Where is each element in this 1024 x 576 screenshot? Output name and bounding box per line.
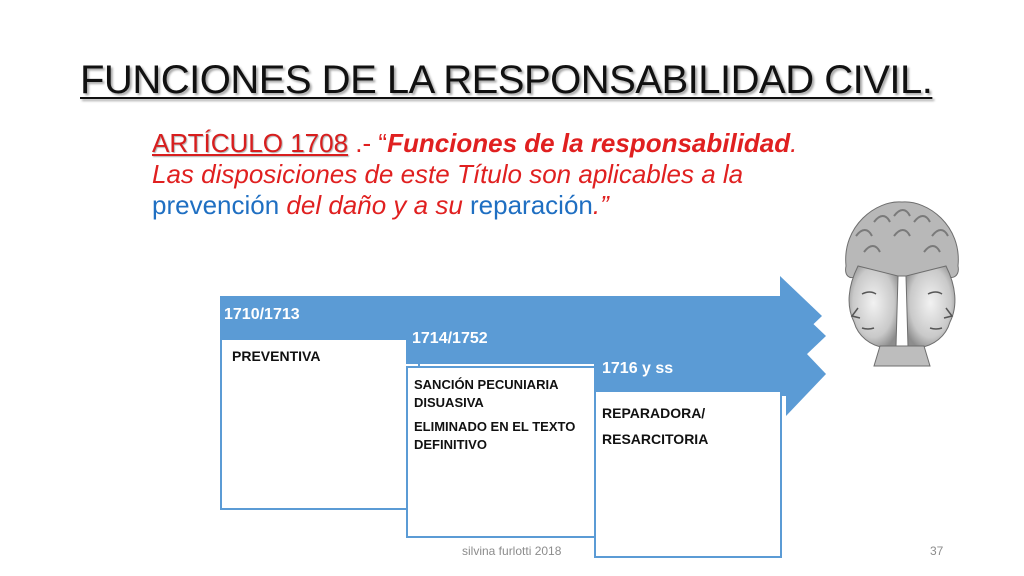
- word-reparacion: reparación: [470, 190, 593, 220]
- step-1-period: 1710/1713: [224, 306, 300, 323]
- step-2-line-3: ELIMINADO EN EL TEXTO: [414, 419, 576, 434]
- step-2-line-2: DISUASIVA: [414, 395, 484, 410]
- article-separator: .- “: [348, 128, 388, 158]
- step-2-box: [406, 366, 602, 538]
- step-1-line-1: PREVENTIVA: [232, 348, 321, 364]
- step-2-period: 1714/1752: [412, 330, 488, 347]
- janus-head-icon: [836, 196, 968, 372]
- step-3-line-2: RESARCITORIA: [602, 431, 709, 447]
- article-line-3-mid: del daño y a su: [279, 190, 471, 220]
- article-line-2: Las disposiciones de este Título son aplicables a la: [152, 159, 744, 189]
- step-2-line-1: SANCIÓN PECUNIARIA: [414, 377, 559, 392]
- step-3-line-1: REPARADORA/: [602, 405, 706, 421]
- article-label: ARTÍCULO 1708: [152, 128, 349, 158]
- page-number: 37: [930, 544, 944, 558]
- article-title: Funciones de la responsabilidad: [387, 128, 791, 158]
- footer-author: silvina furlotti 2018: [462, 544, 562, 558]
- step-1-box: [220, 338, 420, 510]
- step-3-box: [594, 390, 782, 558]
- step-2-line-4: DEFINITIVO: [414, 437, 487, 452]
- article-end: .”: [592, 190, 609, 220]
- step-3-period: 1716 y ss: [602, 360, 674, 377]
- slide-title: FUNCIONES DE LA RESPONSABILIDAD CIVIL.: [80, 58, 933, 102]
- article-text: [152, 128, 852, 221]
- article-title-dot: .: [790, 128, 798, 158]
- word-prevencion: prevención: [152, 190, 280, 220]
